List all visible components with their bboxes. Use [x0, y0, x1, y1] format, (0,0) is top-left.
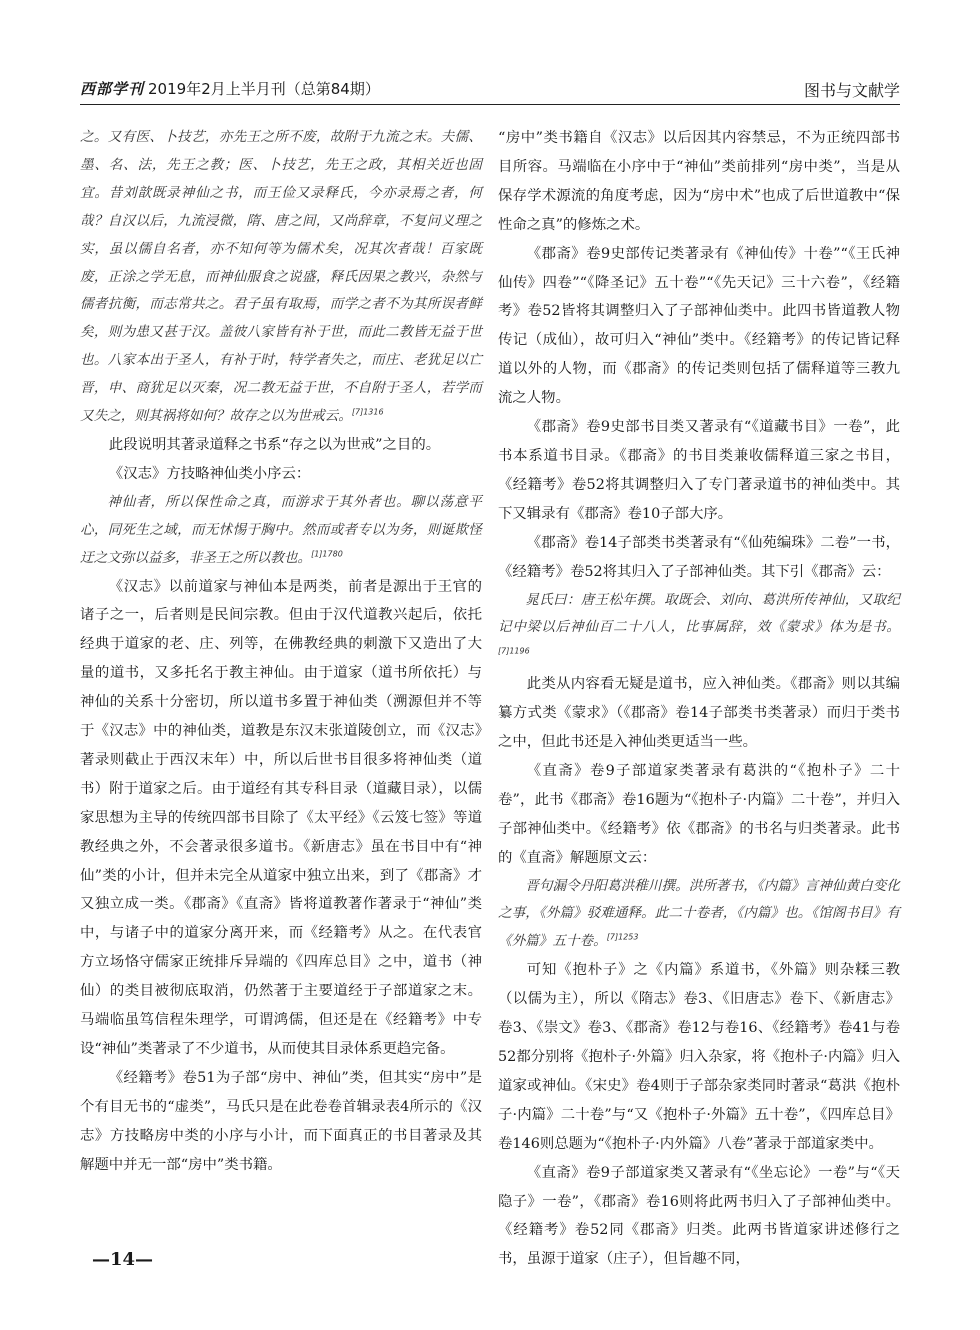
paragraph-text: 此类从内容看无疑是道书，应入神仙类。《郡斋》则以其编纂方式类《蒙求》（《郡斋》卷14子部类书类著录）而归于类书之中，但此书还是入神仙类更适当一些。	[498, 676, 900, 751]
right-column	[498, 124, 900, 1268]
paragraph-text: 《汉志》方技略神仙类小序云：	[108, 465, 311, 482]
body-paragraph	[498, 956, 900, 1158]
body-paragraph	[498, 124, 900, 240]
citation-marker: [7]1316	[351, 407, 384, 417]
paragraph-text: 《郡斋》卷9史部书目类又著录有“《道藏书目》一卷”，此书本系道书目录。《郡斋》的书目类兼收儒释道三家之书目，《经籍考》卷52将其调整归入了专门著录道书的神仙类中。其下又辑录有《郡斋》卷10子部大序。	[498, 419, 900, 522]
paragraph-text: 可知《抱朴子》之《内篇》系道书，《外篇》则杂糅三教（以儒为主），所以《隋志》卷3、《旧唐志》卷下、《新唐志》卷3、《崇文》卷3、《郡斋》卷12与卷16、《经籍考》卷41与卷52都分别将《抱朴子·外篇》归入杂家，将《抱朴子·内篇》归入道家或神仙。《宋史》卷4则于子部杂家类同时著录“葛洪《抱朴子·内篇》二十卷”与“又《抱朴子·外篇》五十卷”，《四库总目》卷146则总题为“《抱朴子·内外篇》八卷”著录于部道家类中。	[498, 962, 900, 1152]
quotation-paragraph	[498, 873, 900, 957]
header-left	[80, 78, 380, 99]
body-paragraph	[498, 240, 900, 413]
journal-name: 西部学刊	[80, 80, 145, 98]
quotation-paragraph	[80, 124, 482, 431]
citation-marker: [7]1253	[606, 932, 639, 942]
paragraph-text: 神仙者，所以保性命之真，而游求于其外者也。聊以荡意平心，同死生之域，而无怵惕于胸中。然而或者专以为务，则诞欺怪迂之文弥以益多，非圣王之所以教也。	[80, 493, 482, 566]
paragraph-text: 晋句漏令丹阳葛洪稚川撰。洪所著书，《内篇》言神仙黄白变化之事，《外篇》驳难通释。此二十卷者，《内篇》也。《馆阁书目》有《外篇》五十卷。	[498, 877, 900, 950]
quotation-paragraph	[498, 587, 900, 671]
body-paragraph	[80, 460, 482, 489]
body-paragraph	[498, 529, 900, 587]
running-header	[80, 74, 900, 105]
page-number: —14—	[92, 1249, 154, 1270]
body-paragraph	[80, 573, 482, 1064]
body-paragraph	[80, 1064, 482, 1180]
paragraph-text: 《郡斋》卷14子部类书类著录有“《仙苑编珠》二卷”一书，《经籍考》卷52将其归入了子部神仙类。其下引《郡斋》云：	[498, 534, 900, 580]
paragraph-text: 《直斋》卷9子部道家类又著录有“《坐忘论》一卷”与“《天隐子》一卷”，《郡斋》卷16则将此两书归入了子部神仙类中。《经籍考》卷52同《郡斋》归类。此两书皆道家讲述修行之书，虽源于道家（庄子），但旨趣不同，	[498, 1164, 900, 1268]
paragraph-text: 《直斋》卷9子部道家类著录有葛洪的“《抱朴子》二十卷”，此书《郡斋》卷16题为“《抱朴子·内篇》二十卷”，并归入子部神仙类中。《经籍考》依《郡斋》的书名与归类著录。此书的《直斋》解题原文云：	[498, 762, 900, 866]
citation-marker: [1]1780	[311, 549, 343, 559]
citation-marker: [7]1196	[498, 646, 530, 656]
paragraph-text: 《汉志》以前道家与神仙本是两类，前者是源出于王官的诸子之一，后者则是民间宗教。但由于汉代道教兴起后，依托经典于道家的老、庄、列等，在佛教经典的刺激下又造出了大量的道书，又多托名于教主神仙。由于道家（道书所依托）与神仙的关系十分密切，所以道书多置于神仙类（溯源但并不等于《汉志》中的神仙类，道教是东汉末张道陵创立，而《汉志》著录则截止于西汉末年）中，所以后世书目很多将神仙类（道书）附于道家之后。由于道经有其专科目录（道藏目录），以儒家思想为主导的传统四部书目除了《太平经》《云笈七签》等道教经典之外，不会著录很多道书。《新唐志》虽在书目中有“神仙”类的小计，但并未完全从道家中独立出来，到了《郡斋》才又独立成一类。《郡斋》《直斋》皆将道教著作著录于“神仙”类中，与诸子中的道家分离开来，而《经籍考》从之。在代表官方立场恪守儒家正统排斥异端的《四库总目》之中，道书（神仙）的类目被彻底取消，仍然著于主要道经于子部道家之末。马端临虽笃信程朱理学，可谓鸿儒，但还是在《经籍考》中专设“神仙”类著录了不少道书，从而使其目录体系更趋完备。	[80, 578, 482, 1057]
paragraph-text: 之。又有医、卜技艺，亦先王之所不废，故附于九流之末。夫儒、墨、名、法，先王之教；医、卜技艺，先王之政，其相关近也固宜。昔刘歆既录神仙之书，而王俭又录释氏，今亦录焉之者，何哉？自汉以后，九流浸微，隋、唐之间，又尚辞章，不复问义理之实，虽以儒自名者，亦不知何等为儒术矣，况其次者哉！百家既废，正涂之学无息，而神仙服食之说盛，释氏因果之教兴，杂然与儒者抗衡，而志常共之。君子虽有取焉，而学之者不为其所误者鲜矣，则为患又甚于汉。盖彼八家皆有补于世，而此二教皆无益于世也。八家本出于圣人，有补于时，特学者失之，而庄、老犹足以亡晋，申、商犹足以灭秦，况二教无益于世，不自附于圣人，若学而又失之，则其祸将如何？故存之以为世戒云。	[80, 129, 482, 425]
paragraph-text: 《经籍考》卷51为子部“房中、神仙”类，但其实“房中”是个有目无书的“虚类”，马氏只是在此卷卷首辑录表4所示的《汉志》方技略房中类的小序与小计，而下面真正的书目著录及其解题中并无一部“房中”类书籍。	[80, 1069, 482, 1173]
body-paragraph	[498, 413, 900, 529]
paragraph-text: 《郡斋》卷9史部传记类著录有《神仙传》十卷”“《王氏神仙传》四卷”“《降圣记》五十卷”“《先天记》三十六卷”，《经籍考》卷52皆将其调整归入了子部神仙类中。此四书皆道教人物传记（成仙），故可归入“神仙”类中。《经籍考》的传记皆记释道以外的人物，而《郡斋》的传记类则包括了儒释道等三教九流之人物。	[498, 245, 900, 407]
paragraph-text: 此段说明其著录道释之书系“存之以为世戒”之目的。	[108, 436, 441, 453]
issue-info: 2019年2月上半月刊（总第84期）	[148, 80, 380, 98]
body-paragraph	[498, 670, 900, 757]
paragraph-text: 晁氏曰：唐王松年撰。取既会、刘向、葛洪所传神仙，又取纪记中梁以后神仙百二十八人，比事属辞，效《蒙求》体为是书。	[498, 591, 900, 636]
paragraph-text: “房中”类书籍自《汉志》以后因其内容禁忌，不为正统四部书目所容。马端临在小序中于“神仙”类前排列“房中类”，当是从保存学术源流的角度考虑，因为“房中术”也成了后世道教中“保性命之真”的修炼之术。	[498, 130, 900, 233]
quotation-paragraph	[80, 489, 482, 573]
body-paragraph	[498, 1159, 900, 1275]
body-paragraph	[80, 431, 482, 460]
left-column	[80, 124, 482, 1239]
body-paragraph	[498, 757, 900, 873]
section-title: 图书与文献学	[803, 81, 900, 100]
